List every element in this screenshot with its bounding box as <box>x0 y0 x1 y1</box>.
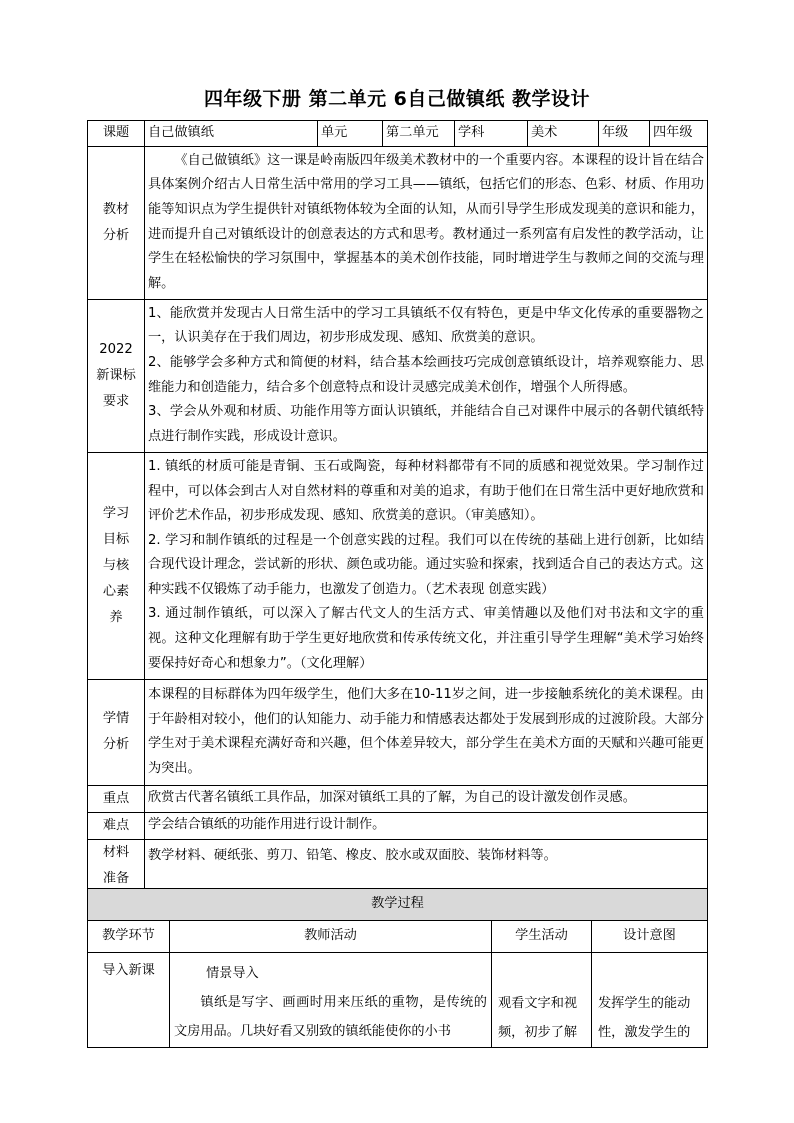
column-header: 学生活动 <box>492 921 592 953</box>
paragraph: 1. 镇纸的材质可能是青铜、玉石或陶瓷，每种材料都带有不同的质感和视觉效果。学习制作过程中，可以体会到古人对自然材料的尊重和对美的追求，有助于他们在日常生活中更好地欣赏和评价艺术作品，初步形成发现、感知、欣赏美的意识。（审美感知）。 <box>148 458 704 524</box>
section-label-key-points: 重点 <box>88 785 145 812</box>
teacher-activity-cell <box>170 953 492 1048</box>
section-content-curriculum <box>145 299 708 452</box>
section-label-difficulty: 难点 <box>88 812 145 839</box>
unit-value: 第二单元 <box>383 121 455 147</box>
column-header: 教学环节 <box>88 921 170 953</box>
subject-value: 美术 <box>528 121 599 147</box>
section-content-textbook <box>145 146 708 299</box>
paragraph: 3. 通过制作镇纸，可以深入了解古代文人的生活方式、审美情趣以及他们对书法和文字的重视。这种文化理解有助于学生更好地欣赏和传承传统文化，并注重引导学生理解“美术学习始终要保持好奇心和想象力”。（文化理解） <box>148 606 704 671</box>
column-header: 教师活动 <box>170 921 492 953</box>
teacher-text: 镇纸是写字、画画时用来压纸的重物，是传统的文房用品。几块好看又别致的镇纸能使你的小书 <box>174 995 487 1039</box>
grade-label: 年级 <box>599 121 650 147</box>
section-content-difficulty: 学会结合镇纸的功能作用进行设计制作。 <box>145 812 708 839</box>
section-content-goals <box>145 452 708 679</box>
section-label-curriculum: 2022新课标要求 <box>88 299 145 452</box>
unit-label: 单元 <box>318 121 383 147</box>
section-label-goals: 学习目标与核心素养 <box>88 452 145 679</box>
grade-value: 四年级 <box>650 121 708 147</box>
paragraph: 1、能欣赏并发现古人日常生活中的学习工具镇纸不仅有特色，更是中华文化传承的重要器物之一，认识美存在于我们周边，初步形成发现、感知、欣赏美的意识。 <box>148 305 704 346</box>
subject-label: 学科 <box>455 121 528 147</box>
teaching-process-table <box>87 888 708 1048</box>
paragraph: 本课程的目标群体为四年级学生，他们大多在10-11岁之间，进一步接触系统化的美术课程。由于年龄相对较小，他们的认知能力、动手能力和情感表达都处于发展到形成的过渡阶段。大部分学生对于美术课程充满好奇和兴趣，但个体差异较大，部分学生在美术方面的天赋和兴趣可能更为突出。 <box>148 686 704 776</box>
student-activity-cell: 观看文字和视频，初步了解 <box>492 953 592 1048</box>
paragraph: 2. 学习和制作镇纸的过程是一个创意实践的过程。我们可以在传统的基础上进行创新，比如结合现代设计理念，尝试新的形状、颜色或功能。通过实验和探索，找到适合自己的表达方式。这种实践不仅锻炼了动手能力，也激发了创造力。（艺术表现 创意实践） <box>148 532 704 597</box>
lesson-info-table <box>87 120 708 893</box>
page-title: 四年级下册 第二单元 6自己做镇纸 教学设计 <box>203 88 591 110</box>
paragraph: 2、能够学会多种方式和简便的材料，结合基本绘画技巧完成创意镇纸设计，培养观察能力、思维能力和创造能力，结合多个创意特点和设计灵感完成美术创作，增强个人所得感。 <box>148 355 704 395</box>
section-label-textbook: 教材分析 <box>88 146 145 299</box>
topic-value: 自己做镇纸 <box>145 121 318 147</box>
column-header: 设计意图 <box>592 921 708 953</box>
design-intent-cell: 发挥学生的能动性，激发学生的 <box>592 953 708 1048</box>
section-label-materials: 材料准备 <box>88 839 145 892</box>
process-header: 教学过程 <box>88 889 708 921</box>
paragraph: 《自己做镇纸》这一课是岭南版四年级美术教材中的一个重要内容。本课程的设计旨在结合具体案例介绍古人日常生活中常用的学习工具——镇纸，包括它们的形态、色彩、材质、作用功能等知识点为学生提供针对镇纸物体较为全面的认知，从而引导学生形成发现美的意识和能力，进而提升自己对镇纸设计的创意表达的方式和思考。教材通过一系列富有启发性的教学活动，让学生在轻松愉快的学习氛围中，掌握基本的美术创作技能，同时增进学生与教师之间的交流与理解。 <box>148 152 704 291</box>
section-content-key-points: 欣赏古代著名镇纸工具作品，加深对镇纸工具的了解，为自己的设计激发创作灵感。 <box>145 785 708 812</box>
paragraph: 3、学会从外观和材质、功能作用等方面认识镇纸，并能结合自己对课件中展示的各朝代镇纸特点进行制作实践，形成设计意识。 <box>148 404 704 444</box>
section-content-learner <box>145 679 708 785</box>
section-content-materials: 教学材料、硬纸张、剪刀、铅笔、橡皮、胶水或双面胶、装饰材料等。 <box>145 839 708 892</box>
table-row <box>88 953 708 1048</box>
section-label-learner: 学情分析 <box>88 679 145 785</box>
stage-cell: 导入新课 <box>88 953 170 1048</box>
teacher-heading: 情景导入 <box>206 966 259 981</box>
topic-label: 课题 <box>88 121 145 147</box>
